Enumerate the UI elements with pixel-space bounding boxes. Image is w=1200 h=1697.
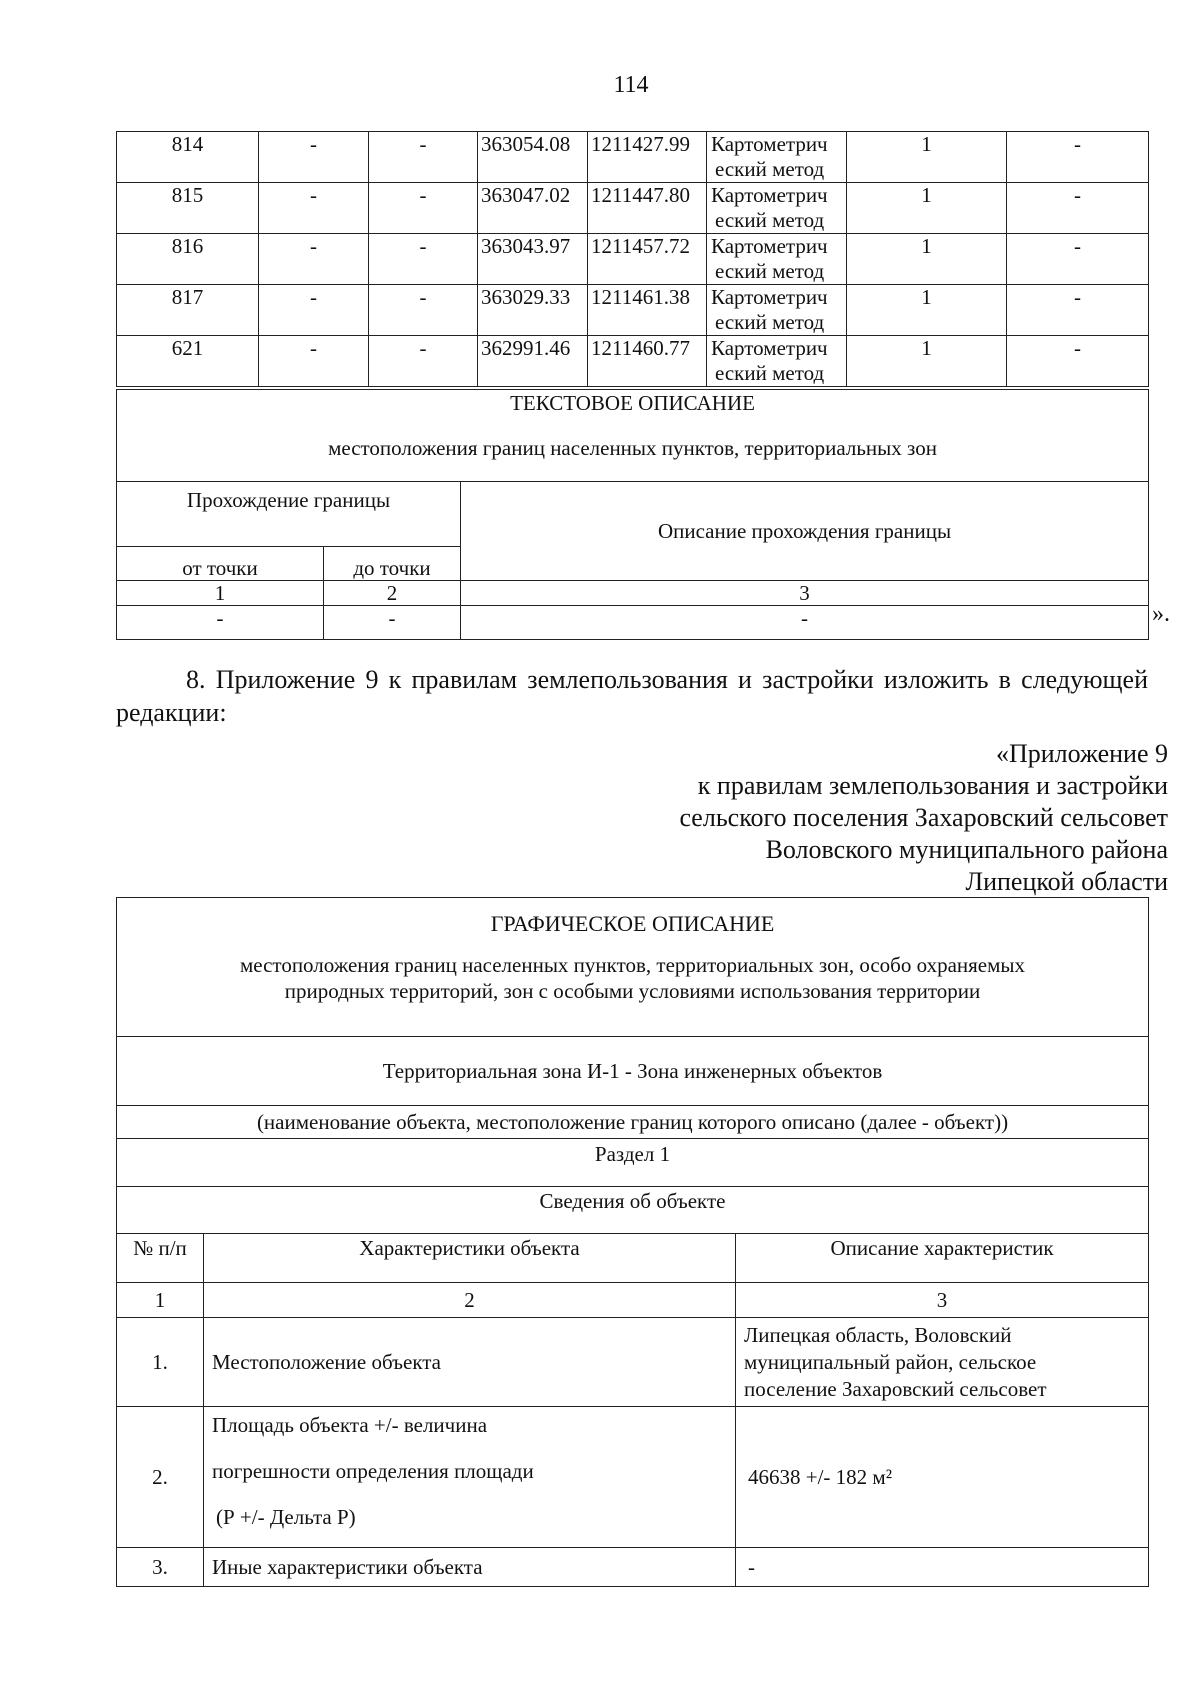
method-line-2: еский метод <box>715 361 825 385</box>
method-line-1: Картометрич <box>711 336 828 360</box>
x-coordinate-cell: 363043.97 <box>478 234 588 285</box>
point-cell: 815 <box>117 183 259 234</box>
col-to-point: до точки <box>324 547 461 581</box>
appendix-line-3: сельского поселения Захаровский сельсовет <box>679 803 1168 832</box>
col-number-2: 2 <box>324 581 461 606</box>
accuracy-cell: 1 <box>847 285 1007 336</box>
method-cell <box>707 183 847 234</box>
table-row <box>117 183 1149 234</box>
dash-cell: - <box>259 285 369 336</box>
closing-quote: ». <box>1152 601 1170 627</box>
note-cell: - <box>1007 132 1149 183</box>
table-row <box>117 285 1149 336</box>
accuracy-cell: 1 <box>847 132 1007 183</box>
row-1-description-line-2: муниципальный район, сельское <box>744 1349 1037 1374</box>
row-3-characteristic: Иные характеристики объекта <box>204 1548 736 1587</box>
coordinates-table <box>116 131 1149 387</box>
header-number: № п/п <box>117 1234 204 1283</box>
row-to: - <box>324 606 461 640</box>
point-cell: 621 <box>117 336 259 387</box>
row-3-number: 3. <box>117 1548 204 1587</box>
row-1-characteristic: Местоположение объекта <box>204 1318 736 1407</box>
y-coordinate-cell: 1211427.99 <box>588 132 707 183</box>
row-description: - <box>461 606 1149 640</box>
method-line-1: Картометрич <box>711 234 828 258</box>
note-cell: - <box>1007 234 1149 285</box>
dash-cell: - <box>259 234 369 285</box>
accuracy-cell: 1 <box>847 234 1007 285</box>
y-coordinate-cell: 1211461.38 <box>588 285 707 336</box>
method-line-2: еский метод <box>715 208 825 232</box>
method-line-2: еский метод <box>715 157 825 181</box>
x-coordinate-cell: 363054.08 <box>478 132 588 183</box>
column-number-1: 1 <box>117 1283 204 1318</box>
graphic-header <box>117 898 1149 1037</box>
row-2-characteristic-line-1: Площадь объекта +/- величина <box>212 1413 488 1437</box>
point-cell: 816 <box>117 234 259 285</box>
row-2-number: 2. <box>117 1407 204 1548</box>
graphic-subtitle-2: природных территорий, зон с особыми условиями использования территории <box>284 979 981 1003</box>
appendix-line-5: Липецкой области <box>965 867 1168 896</box>
page-number: 114 <box>613 72 649 98</box>
paragraph-8: 8. Приложение 9 к правилам землепользования и застройки изложить в следующей редакции: <box>116 665 1148 727</box>
col-passage: Прохождение границы <box>117 482 461 547</box>
method-line-2: еский метод <box>715 310 825 334</box>
appendix-line-4: Воловского муниципального района <box>765 835 1168 864</box>
method-cell <box>707 336 847 387</box>
method-cell <box>707 132 847 183</box>
table-row <box>117 1318 1149 1407</box>
header-characteristics: Характеристики объекта <box>204 1234 736 1283</box>
row-1-description-line-3: поселение Захаровский сельсовет <box>744 1376 1047 1401</box>
dash-cell: - <box>369 132 478 183</box>
row-2-characteristic-line-3: (Р +/- Дельта Р) <box>216 1505 356 1529</box>
col-number-1: 1 <box>117 581 324 606</box>
method-line-2: еский метод <box>715 259 825 283</box>
col-number-3: 3 <box>461 581 1149 606</box>
row-2-description: 46638 +/- 182 м² <box>736 1407 1149 1548</box>
row-1-description <box>736 1318 1149 1407</box>
dash-cell: - <box>369 336 478 387</box>
header-description: Описание характеристик <box>736 1234 1149 1283</box>
dash-cell: - <box>369 183 478 234</box>
graphic-subtitle-1: местоположения границ населенных пунктов, территориальных зон, особо охраняемых <box>239 953 1026 977</box>
zone-name: Территориальная зона И-1 - Зона инженерных объектов <box>117 1037 1149 1106</box>
table-row <box>117 336 1149 387</box>
dash-cell: - <box>259 183 369 234</box>
dash-cell: - <box>369 234 478 285</box>
row-1-description-line-1: Липецкая область, Воловский <box>744 1322 1012 1347</box>
row-2-characteristic-line-2: погрешности определения площади <box>212 1459 534 1483</box>
x-coordinate-cell: 362991.46 <box>478 336 588 387</box>
graphic-title: ГРАФИЧЕСКОЕ ОПИСАНИЕ <box>490 911 775 936</box>
appendix-line-2: к правилам землепользования и застройки <box>697 771 1168 800</box>
method-cell <box>707 285 847 336</box>
y-coordinate-cell: 1211460.77 <box>588 336 707 387</box>
column-number-2: 2 <box>204 1283 736 1318</box>
text-description-table <box>116 389 1149 640</box>
table-row <box>117 1548 1149 1587</box>
col-passage-description: Описание прохождения границы <box>461 482 1149 581</box>
text-description-header <box>117 390 1149 482</box>
note-cell: - <box>1007 183 1149 234</box>
note-cell: - <box>1007 285 1149 336</box>
col-from-point: от точки <box>117 547 324 581</box>
accuracy-cell: 1 <box>847 336 1007 387</box>
dash-cell: - <box>369 285 478 336</box>
graphic-description-table <box>116 897 1149 1587</box>
method-line-1: Картометрич <box>711 183 828 207</box>
column-number-3: 3 <box>736 1283 1149 1318</box>
point-cell: 814 <box>117 132 259 183</box>
text-description-title: ТЕКСТОВОЕ ОПИСАНИЕ <box>510 391 755 415</box>
section-title: Раздел 1 <box>117 1139 1149 1187</box>
row-from: - <box>117 606 324 640</box>
y-coordinate-cell: 1211457.72 <box>588 234 707 285</box>
accuracy-cell: 1 <box>847 183 1007 234</box>
method-cell <box>707 234 847 285</box>
note-cell: - <box>1007 336 1149 387</box>
appendix-header <box>679 738 1168 898</box>
text-description-subtitle: местоположения границ населенных пунктов, территориальных зон <box>328 436 937 460</box>
row-2-characteristic <box>204 1407 736 1548</box>
appendix-line-1: «Приложение 9 <box>995 739 1168 768</box>
row-3-description: - <box>736 1548 1149 1587</box>
x-coordinate-cell: 363047.02 <box>478 183 588 234</box>
row-1-number: 1. <box>117 1318 204 1407</box>
object-info-title: Сведения об объекте <box>117 1187 1149 1234</box>
dash-cell: - <box>259 132 369 183</box>
method-line-1: Картометрич <box>711 285 828 309</box>
method-line-1: Картометрич <box>711 132 828 156</box>
y-coordinate-cell: 1211447.80 <box>588 183 707 234</box>
object-note: (наименование объекта, местоположение границ которого описано (далее - объект)) <box>117 1106 1149 1139</box>
point-cell: 817 <box>117 285 259 336</box>
table-row <box>117 132 1149 183</box>
dash-cell: - <box>259 336 369 387</box>
table-row <box>117 1407 1149 1548</box>
table-row <box>117 234 1149 285</box>
x-coordinate-cell: 363029.33 <box>478 285 588 336</box>
